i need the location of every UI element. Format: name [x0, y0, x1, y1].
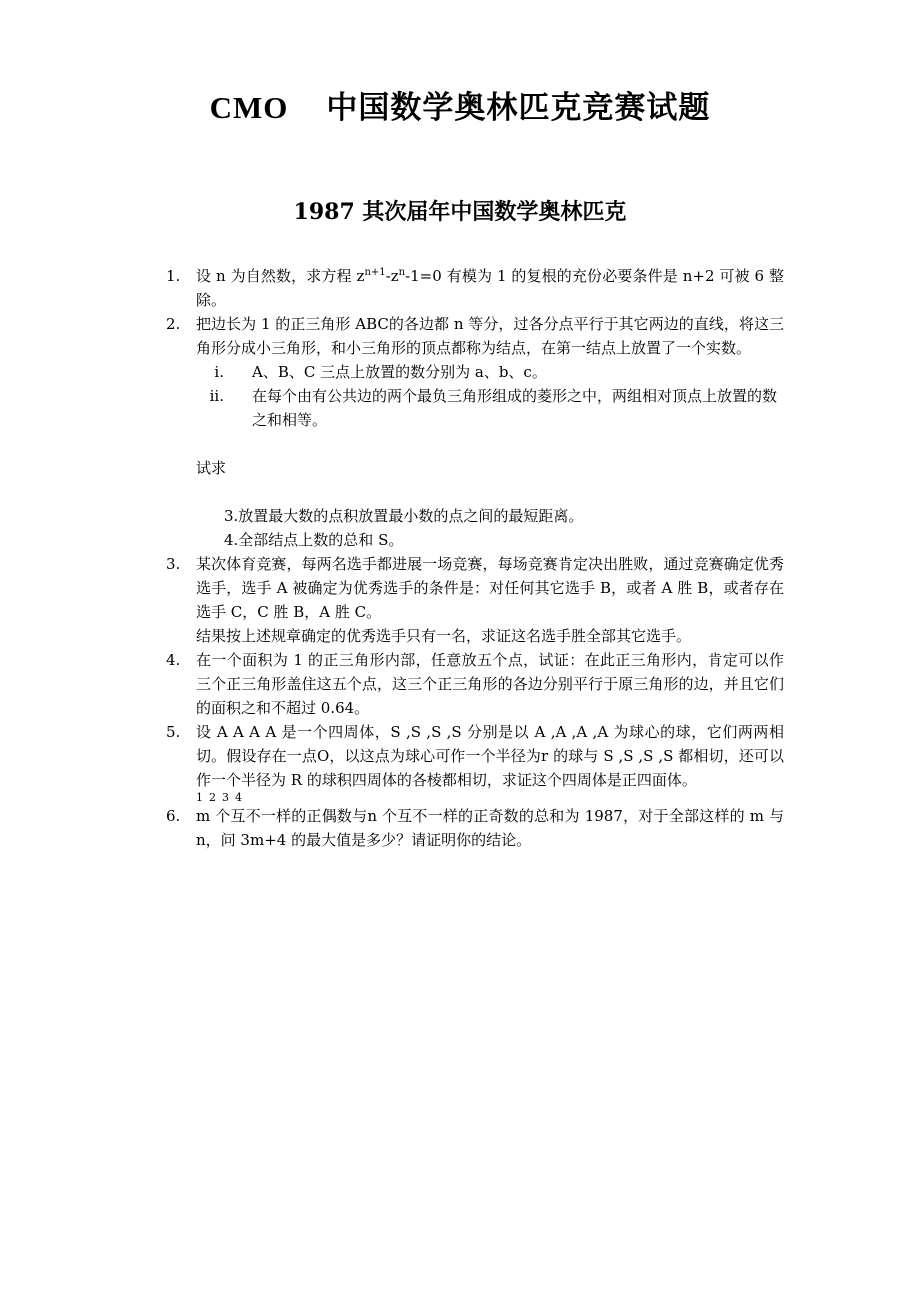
problem-3	[166, 552, 784, 624]
problem-4	[166, 648, 784, 720]
question-4: 4.全部结点上数的总和 S。	[224, 531, 404, 549]
document-title	[0, 82, 920, 127]
condition-text: 在每个由有公共边的两个最负三角形组成的菱形之中，两组相对顶点上放置的数之和相等。	[252, 387, 778, 429]
problem-text: -1=0 有模为 1 的复根的充份必要条件是 n+2 可被 6 整除。	[196, 267, 785, 309]
problem-6	[166, 804, 784, 852]
subscript-2: 2	[209, 791, 222, 804]
problem-number: 2.	[166, 315, 181, 333]
problem-list	[166, 264, 784, 852]
problem-number: 6.	[166, 807, 181, 825]
problem-5	[166, 720, 784, 804]
document-subtitle: 1987 其次届年中国数学奥林匹克	[293, 199, 627, 225]
subscript-indices	[196, 792, 784, 804]
problem-text: 设 n 为自然数，求方程 z	[196, 267, 365, 285]
problem-1	[166, 264, 784, 312]
problem-text: 把边长为 1 的正三角形 ABC的各边都 n 等分，过各分点平行于其它两边的直线，将这三角形分成小三角形，和小三角形的顶点都称为结点，在第一结点上放置了一个实数。	[196, 315, 784, 357]
condition-i	[166, 360, 784, 384]
problem-number: 1.	[166, 267, 181, 285]
problem-text: m 个互不一样的正偶数与n 个互不一样的正奇数的总和为 1987，对于全部这样的 m 与 n，问 3m+4 的最大值是多少？请证明你的结论。	[196, 807, 784, 849]
problem-text: 设 A A A A 是一个四周体，S ,S ,S ,S 分别是以 A ,A ,A ,A 为球心的球，它们两两相切。假设存在一点O，以这点为球心可作一个半径为r 的球与 S ,S ,S ,S 都相切，还可以作一个半径为 R 的球积四周体的各棱都相切，求证这个四周体是正四面体。	[196, 723, 784, 789]
condition-number: i.	[214, 363, 224, 381]
problem-text: 在一个面积为 1 的正三角形内部，任意放五个点，试证：在此正三角形内，肯定可以作三个正三角形盖住这五个点，这三个正三角形的各边分别平行于原三角形的边，并且它们的面积之和不超过 0.64。	[196, 651, 784, 717]
condition-number: ii.	[209, 387, 224, 405]
title-latin: CMO	[209, 90, 289, 125]
problem-number: 4.	[166, 651, 181, 669]
problem-text: 某次体育竞赛，每两名选手都进展一场竞赛，每场竞赛肯定决出胜败，通过竞赛确定优秀选手，选手 A 被确定为优秀选手的条件是：对任何其它选手 B，或者 A 胜 B，或者存在选手 C，C 胜 B，A 胜 C。	[196, 555, 784, 621]
problem-number: 3.	[166, 555, 181, 573]
subscript-3: 3	[222, 791, 235, 804]
ask-label: 试求	[196, 459, 227, 477]
exponent: n	[398, 267, 406, 278]
problem-3-conclusion: 结果按上述规章确定的优秀选手只有一名，求证这名选手胜全部其它选手。	[196, 627, 692, 645]
subscript-1: 1	[196, 791, 209, 804]
title-cjk: 中国数学奥林匹克竞赛试题	[326, 90, 711, 126]
problem-2	[166, 312, 784, 360]
question-3: 3.放置最大数的点积放置最小数的点之间的最短距离。	[224, 507, 584, 525]
problem-text: -z	[385, 267, 399, 285]
problem-number: 5.	[166, 723, 181, 741]
condition-text: A、B、C 三点上放置的数分别为 a、b、c。	[252, 363, 547, 381]
subscript-4: 4	[235, 791, 248, 804]
condition-ii	[166, 384, 784, 432]
exponent: n+1	[364, 267, 386, 278]
